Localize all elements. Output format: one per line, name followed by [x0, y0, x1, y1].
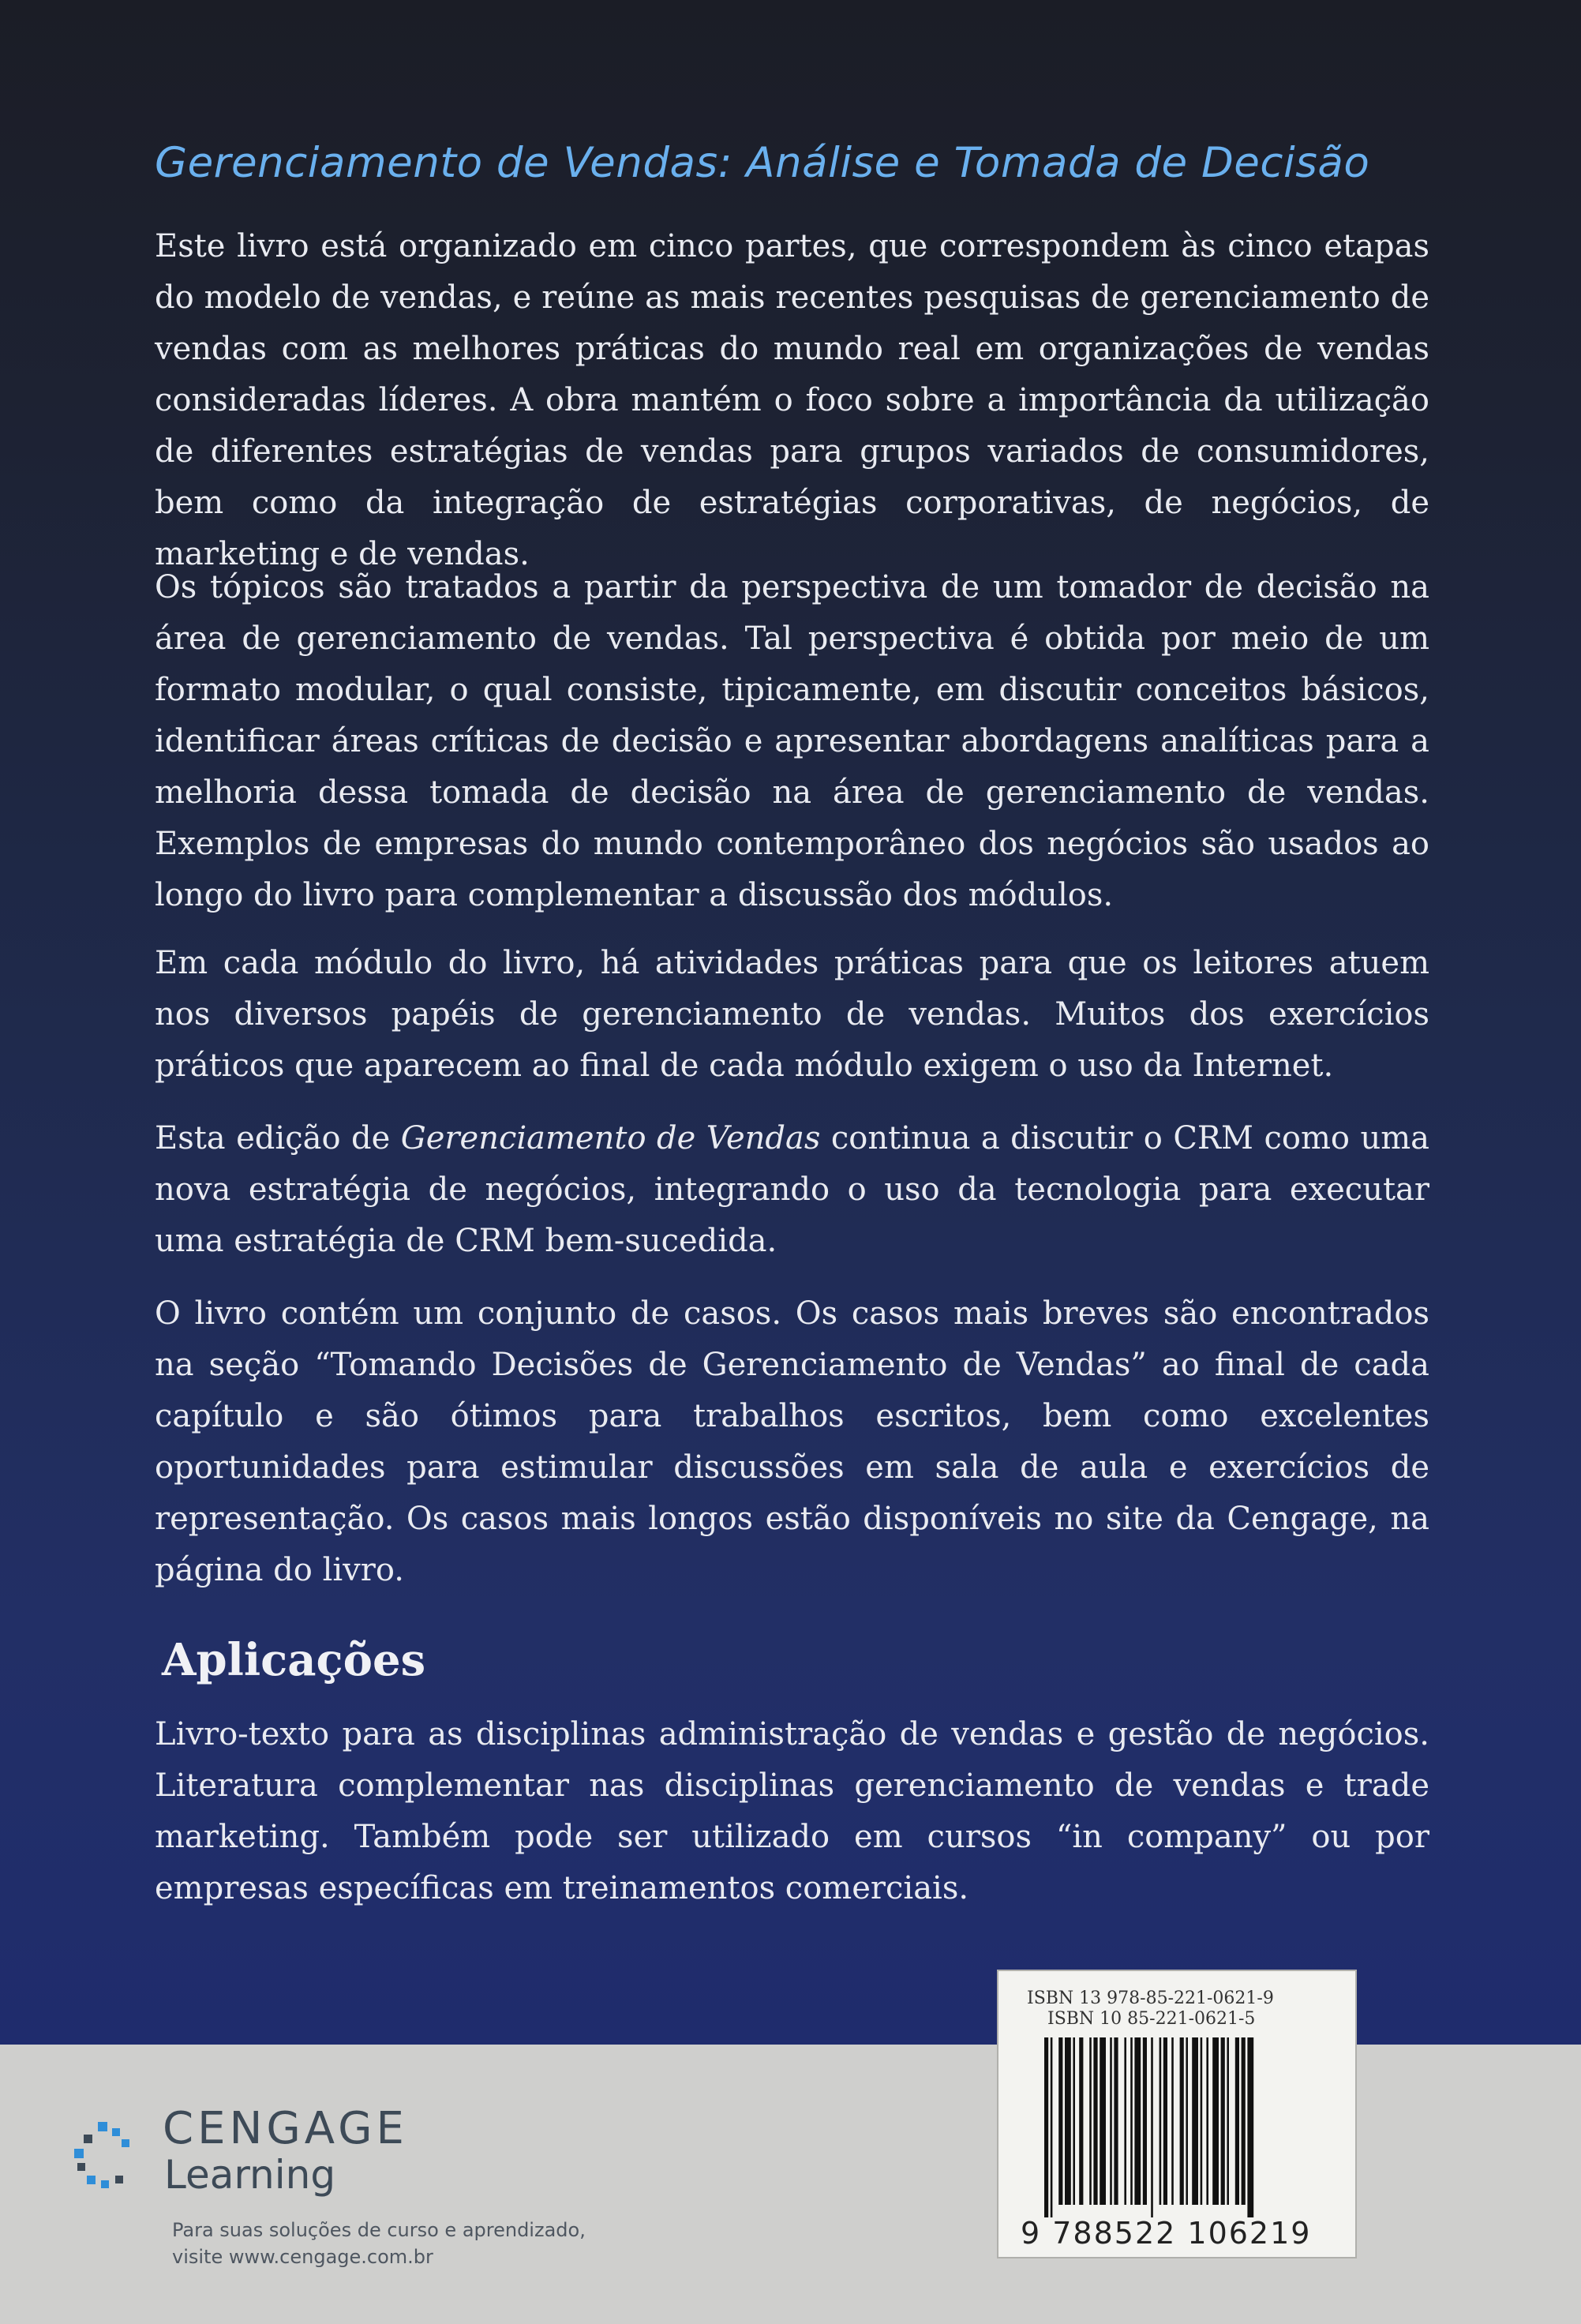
barcode-bar [1143, 2037, 1147, 2205]
isbn-10: ISBN 10 85-221-0621-5 [1047, 2009, 1256, 2029]
publisher-tagline [172, 2217, 725, 2270]
isbn-13: ISBN 13 978-85-221-0621-9 [1027, 1989, 1274, 2008]
tagline-line-1: Para suas soluções de curso e aprendizado, [172, 2219, 586, 2241]
barcode-bar [1100, 2037, 1106, 2205]
description-paragraph-5: O livro contém um conjunto de casos. Os casos mais breves são encontrados na seção “Tomando Decisões de Gerenciamento de Vendas” ao final de cada capítulo e são ótimos para trabalhos escritos, bem como excelentes oportunidades para estimular discussões em sala de aula e exercícios de representação. Os casos mais longos estão disponíveis no site da Cengage, na página do livro. [155, 1295, 1429, 1588]
barcode-bar [1114, 2037, 1118, 2205]
tagline-line-2: visite www.cengage.com.br [172, 2246, 433, 2268]
barcode-bar [1201, 2037, 1203, 2205]
barcode-bar [1151, 2037, 1153, 2217]
barcode-bar [1192, 2037, 1198, 2205]
logo-cengage-text: CENGAGE [163, 2103, 408, 2154]
barcode-bar [1093, 2037, 1097, 2205]
barcode-bar [1065, 2037, 1071, 2205]
description-paragraph-3: Em cada módulo do livro, há atividades práticas para que os leitores atuem nos diversos papéis de gerenciamento de vendas. Muitos dos exercícios práticos que aparecem ao final de cada módulo exigem o uso da Internet. [155, 945, 1429, 1084]
paragraph-4-end: continua a discutir o CRM como uma nova estratégia de negócios, integrando o uso da tecnologia para executar uma estratégia de CRM bem-sucedida. [155, 1120, 1429, 1259]
book-title: Gerenciamento de Vendas: Análise e Tomada de Decisão [155, 139, 1370, 187]
barcode-bar [1058, 2037, 1062, 2205]
barcode-bar [1212, 2037, 1219, 2205]
barcode-bar [1242, 2037, 1246, 2205]
barcode-bar [1089, 2037, 1092, 2205]
barcode-bar [1227, 2037, 1229, 2205]
barcode-bar [1221, 2037, 1225, 2205]
barcode-bar [1235, 2037, 1239, 2205]
barcode-bar [1171, 2037, 1174, 2205]
barcode-bar [1206, 2037, 1208, 2205]
barcode-bars [1044, 2037, 1311, 2217]
description-paragraph-1: Este livro está organizado em cinco partes, que correspondem às cinco etapas do modelo de vendas, e reúne as mais recentes pesquisas de gerenciamento de vendas com as melhores práticas do mundo real em organizações de vendas consideradas líderes. A obra mantém o foco sobre a importância da utilização de diferentes estratégias de vendas para grupos variados de consumidores, bem como da integração de estratégias corporativas, de negócios, de marketing e de vendas. [155, 228, 1429, 572]
description-paragraph-2: Os tópicos são tratados a partir da perspectiva de um tomador de decisão na área de gerenciamento de vendas. Tal perspectiva é obtida por meio de um formato modular, o qual consiste, tipicamente, em discutir conceitos básicos, identificar áreas críticas de decisão e apresentar abordagens analíticas para a melhoria dessa tomada de decisão na área de gerenciamento de vendas. Exemplos de empresas do mundo contemporâneo dos negócios são usados ao longo do livro para complementar a discussão dos módulos. [155, 569, 1429, 913]
barcode-bar [1134, 2037, 1141, 2205]
applications-heading: Aplicações [162, 1634, 426, 1686]
applications-text: Livro-texto para as disciplinas administração de vendas e gestão de negócios. Literatura complementar nas disciplinas gerenciamento de vendas e trade marketing. Também pode ser utilizado em cursos “in company” ou por empresas específicas em treinamentos comerciais. [155, 1716, 1429, 1906]
paragraph-4-start: Esta edição de [155, 1120, 401, 1156]
barcode-bar [1160, 2037, 1162, 2205]
barcode-label [997, 1970, 1357, 2258]
cengage-logo [69, 2103, 480, 2213]
book-title-italic: Gerenciamento de Vendas [400, 1120, 821, 1156]
barcode-bar [1130, 2037, 1133, 2205]
barcode-bar [1110, 2037, 1112, 2205]
barcode-bar [1247, 2037, 1253, 2217]
description-paragraph-4 [155, 1113, 1429, 1267]
barcode-bar [1186, 2037, 1188, 2205]
barcode-bar [1044, 2037, 1048, 2217]
barcode-bar [1051, 2037, 1053, 2217]
barcode-bar [1079, 2037, 1083, 2205]
cengage-dots-icon [69, 2117, 148, 2196]
barcode-bar [1073, 2037, 1075, 2205]
barcode-digits: 9 788522 106219 [1021, 2216, 1312, 2251]
barcode-bar [1124, 2037, 1126, 2205]
logo-learning-text: Learning [164, 2152, 336, 2198]
barcode-bar [1163, 2037, 1167, 2205]
barcode-bar [1180, 2037, 1184, 2205]
